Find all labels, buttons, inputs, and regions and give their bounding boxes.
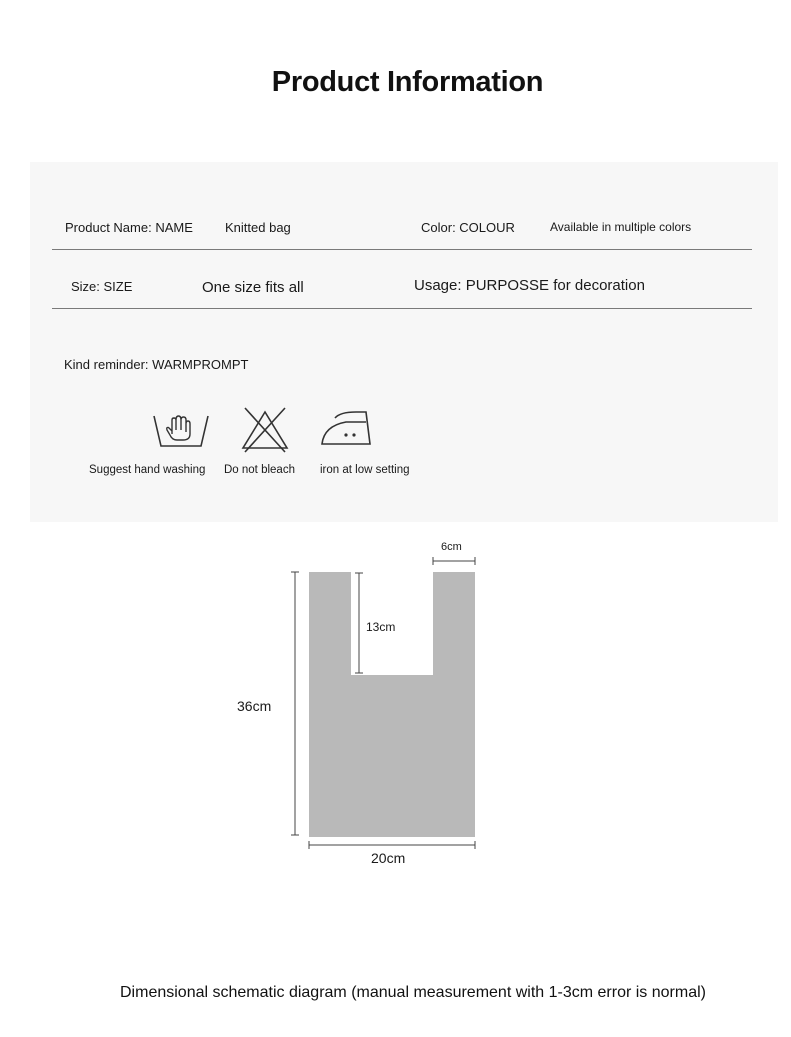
size-value: One size fits all — [202, 279, 304, 296]
handle-width-label: 6cm — [441, 541, 462, 553]
handle-gap-dimension-line — [355, 573, 363, 673]
page-title: Product Information — [271, 66, 544, 98]
height-label: 36cm — [237, 698, 272, 714]
usage-text: Usage: PURPOSSE for decoration — [414, 277, 645, 294]
handle-gap-label: 13cm — [366, 620, 396, 634]
bag-silhouette — [309, 572, 475, 837]
diagram-caption: Dimensional schematic diagram (manual measurement with 1-3cm error is normal) — [120, 984, 706, 1001]
reminder-label: Kind reminder: WARMPROMPT — [64, 357, 249, 372]
width-dimension-line — [309, 841, 475, 849]
size-label: Size: SIZE — [71, 279, 133, 294]
care-label-hand-wash: Suggest hand washing — [89, 464, 206, 476]
height-dimension-line — [291, 572, 299, 835]
color-value: Available in multiple colors — [550, 220, 692, 234]
handle-width-dimension-line — [433, 557, 475, 565]
product-name-label: Product Name: NAME — [65, 220, 193, 235]
care-label-iron-low: iron at low setting — [320, 464, 410, 476]
care-label-no-bleach: Do not bleach — [224, 464, 295, 476]
product-name-value: Knitted bag — [225, 220, 291, 235]
color-label: Color: COLOUR — [421, 220, 515, 235]
width-label: 20cm — [371, 850, 406, 866]
